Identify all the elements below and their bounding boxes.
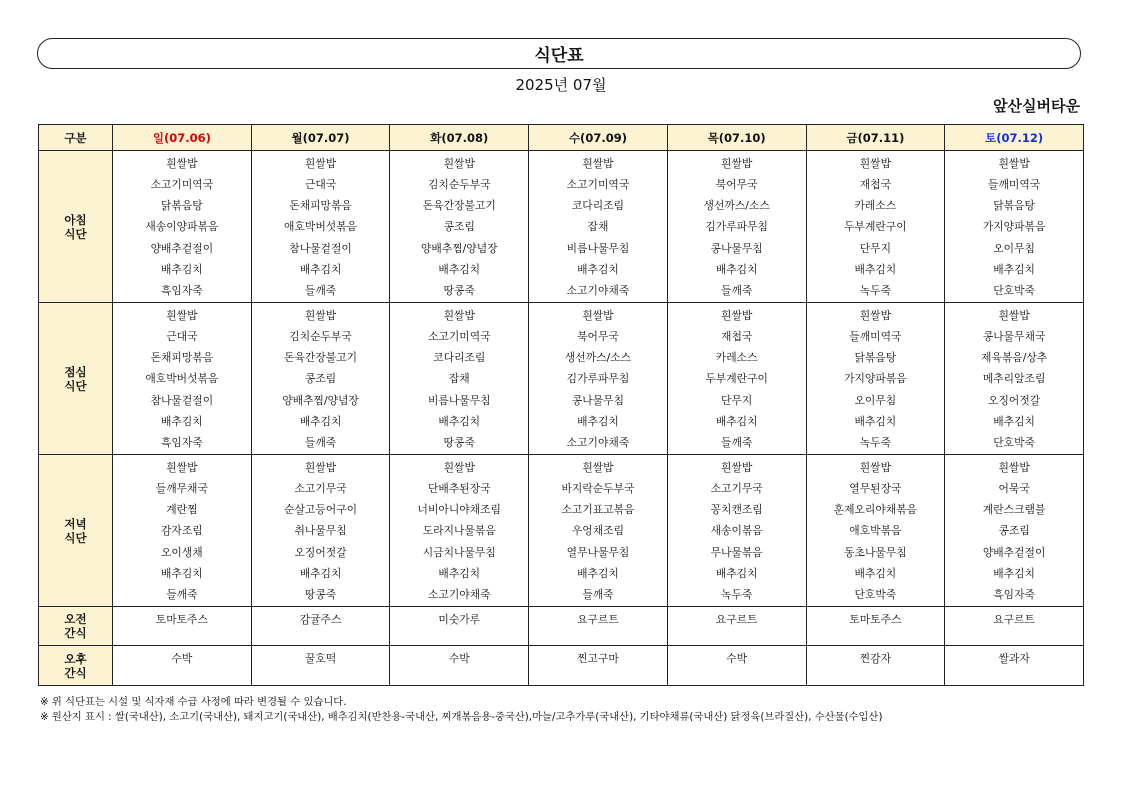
menu-item: 흰쌀밥 xyxy=(166,156,198,170)
menu-item: 흰쌀밥 xyxy=(721,460,753,474)
menu-item: 우엉채조림 xyxy=(571,524,625,538)
note-change: ※ 위 식단표는 시설 및 식자재 수급 사정에 따라 변경될 수 있습니다. xyxy=(40,696,347,708)
menu-item: 닭볶음탕 xyxy=(160,199,203,213)
menu-item: 김가루파무침 xyxy=(566,372,630,386)
menu-item: 재첩국 xyxy=(859,177,892,191)
row-label-lunch: 점심 식단 xyxy=(39,303,113,455)
menu-cell-lunch-tuesday xyxy=(390,303,529,455)
menu-cell-lunch-sunday xyxy=(113,303,252,455)
menu-cell-dinner-saturday xyxy=(945,455,1084,607)
menu-item: 배추김치 xyxy=(854,263,897,277)
menu-item: 코다리조림 xyxy=(433,351,486,365)
menu-item: 배추김치 xyxy=(993,567,1035,581)
menu-item: 흰쌀밥 xyxy=(166,460,198,474)
weekly-menu-table xyxy=(38,124,1084,686)
facility-name: 앞산실버타운 xyxy=(993,97,1080,115)
menu-item: 소고기야채죽 xyxy=(427,588,491,602)
snack-cell-am-snack-tuesday: 미숫가루 xyxy=(390,607,529,646)
menu-item: 흰쌀밥 xyxy=(998,308,1030,322)
menu-item: 재첩국 xyxy=(721,329,753,343)
menu-item: 단배추된장국 xyxy=(427,481,491,495)
menu-item: 소고기무국 xyxy=(294,481,347,495)
menu-item: 오징어젓갈 xyxy=(988,393,1041,407)
menu-item: 오징어젓갈 xyxy=(294,545,347,559)
snack-cell-am-snack-wednesday: 요구르트 xyxy=(529,607,668,646)
menu-item: 비름나물무침 xyxy=(566,241,630,255)
menu-item: 흰쌀밥 xyxy=(443,308,475,322)
header-day-tuesday: 화(07.08) xyxy=(390,125,529,151)
menu-item: 양배추겉절이 xyxy=(150,241,214,255)
snack-cell-pm-snack-thursday: 수박 xyxy=(667,646,806,686)
menu-item: 생선까스/소스 xyxy=(703,199,770,213)
menu-item: 배추김치 xyxy=(993,263,1035,277)
snack-cell-pm-snack-saturday: 쌀과자 xyxy=(945,646,1084,686)
row-label-am-snack: 오전 간식 xyxy=(39,607,113,646)
snack-cell-am-snack-thursday: 요구르트 xyxy=(667,607,806,646)
menu-item: 녹두죽 xyxy=(721,588,753,602)
menu-item: 제육볶음/상추 xyxy=(981,351,1048,365)
menu-item: 흰쌀밥 xyxy=(304,308,337,322)
menu-item: 도라지나물볶음 xyxy=(422,524,496,538)
menu-cell-dinner-wednesday xyxy=(529,455,668,607)
menu-cell-dinner-sunday xyxy=(113,455,252,607)
header-day-thursday: 목(07.10) xyxy=(667,125,806,151)
menu-item: 배추김치 xyxy=(993,415,1035,429)
menu-cell-breakfast-tuesday xyxy=(390,151,529,303)
menu-item: 녹두죽 xyxy=(859,284,892,298)
menu-cell-dinner-tuesday xyxy=(390,455,529,607)
menu-item: 계란찜 xyxy=(166,503,198,517)
menu-item: 참나물겉절이 xyxy=(150,393,214,407)
menu-item: 김가루파무침 xyxy=(705,220,768,234)
menu-item: 배추김치 xyxy=(854,567,897,581)
snack-cell-pm-snack-friday: 찐감자 xyxy=(806,646,945,686)
menu-item: 두부계란구이 xyxy=(844,220,907,234)
menu-item: 배추김치 xyxy=(438,567,481,581)
menu-item: 콩나물무채국 xyxy=(982,329,1046,343)
menu-item: 흰쌀밥 xyxy=(582,156,614,170)
snack-cell-am-snack-friday: 토마토주스 xyxy=(806,607,945,646)
menu-item: 흰쌀밥 xyxy=(443,460,475,474)
menu-cell-breakfast-friday xyxy=(806,151,945,303)
menu-item: 양배추찜/양념장 xyxy=(420,241,498,255)
menu-item: 오이무침 xyxy=(854,393,897,407)
menu-item: 양배추찜/양념장 xyxy=(282,393,359,407)
menu-item: 비름나물무침 xyxy=(427,393,491,407)
menu-item: 콩나물무침 xyxy=(710,241,763,255)
menu-item: 훈제오리야채볶음 xyxy=(833,503,918,517)
menu-item: 들깨미역국 xyxy=(988,177,1041,191)
menu-item: 녹두죽 xyxy=(859,436,892,450)
menu-item: 들깨미역국 xyxy=(849,329,902,343)
menu-item: 열무나물무침 xyxy=(566,545,630,559)
menu-item: 들깨죽 xyxy=(721,436,753,450)
menu-item: 시금치나물무침 xyxy=(422,545,496,559)
meal-row-lunch xyxy=(39,303,1084,455)
notes xyxy=(40,695,882,725)
menu-item: 배추김치 xyxy=(438,415,481,429)
menu-cell-breakfast-wednesday xyxy=(529,151,668,303)
header-day-monday: 월(07.07) xyxy=(251,125,390,151)
menu-item: 배추김치 xyxy=(577,415,619,429)
menu-item: 흰쌀밥 xyxy=(166,308,198,322)
menu-item: 배추김치 xyxy=(438,263,481,277)
menu-item: 소고기미역국 xyxy=(566,177,630,191)
menu-item: 배추김치 xyxy=(715,567,758,581)
header-category: 구분 xyxy=(39,125,113,151)
menu-item: 가지양파볶음 xyxy=(844,372,907,386)
menu-item: 돈육간장불고기 xyxy=(284,351,358,365)
table-header-row xyxy=(39,125,1084,151)
menu-item: 오이생채 xyxy=(160,545,203,559)
menu-item: 들깨무채국 xyxy=(155,481,208,495)
menu-item: 새송이양파볶음 xyxy=(145,220,219,234)
menu-item: 흰쌀밥 xyxy=(443,156,475,170)
menu-item: 동초나물무침 xyxy=(844,545,907,559)
menu-item: 소고기야채죽 xyxy=(566,284,630,298)
menu-item: 북어무국 xyxy=(577,329,619,343)
menu-item: 배추김치 xyxy=(854,415,897,429)
menu-item: 김치순두부국 xyxy=(289,329,352,343)
menu-item: 카레소스 xyxy=(854,199,897,213)
menu-item: 흰쌀밥 xyxy=(721,308,753,322)
menu-item: 배추김치 xyxy=(299,567,342,581)
menu-item: 애호박볶음 xyxy=(849,524,902,538)
snack-row-am-snack xyxy=(39,607,1084,646)
menu-item: 어묵국 xyxy=(998,481,1030,495)
menu-cell-dinner-friday xyxy=(806,455,945,607)
menu-item: 잡채 xyxy=(587,220,609,234)
menu-item: 흰쌀밥 xyxy=(859,308,892,322)
menu-item: 배추김치 xyxy=(299,415,342,429)
menu-item: 흰쌀밥 xyxy=(582,308,614,322)
menu-item: 배추김치 xyxy=(160,263,203,277)
menu-item: 들깨죽 xyxy=(582,588,614,602)
menu-item: 땅콩죽 xyxy=(443,436,475,450)
menu-item: 흰쌀밥 xyxy=(304,460,337,474)
menu-item: 돈채피망볶음 xyxy=(289,199,352,213)
menu-cell-dinner-thursday xyxy=(667,455,806,607)
menu-item: 닭볶음탕 xyxy=(993,199,1035,213)
menu-cell-breakfast-sunday xyxy=(113,151,252,303)
menu-item: 소고기미역국 xyxy=(427,329,491,343)
menu-item: 감자조림 xyxy=(160,524,203,538)
menu-item: 양배추겉절이 xyxy=(982,545,1046,559)
snack-cell-pm-snack-tuesday: 수박 xyxy=(390,646,529,686)
menu-item: 순살고등어구이 xyxy=(284,503,358,517)
menu-item: 흰쌀밥 xyxy=(998,156,1030,170)
header-day-sunday: 일(07.06) xyxy=(113,125,252,151)
menu-cell-lunch-wednesday xyxy=(529,303,668,455)
menu-cell-lunch-monday xyxy=(251,303,390,455)
menu-item: 생선까스/소스 xyxy=(564,351,632,365)
menu-item: 새송이볶음 xyxy=(710,524,763,538)
row-label-pm-snack: 오후 간식 xyxy=(39,646,113,686)
menu-item: 닭볶음탕 xyxy=(854,351,897,365)
menu-item: 메추리알조림 xyxy=(982,372,1046,386)
menu-item: 코다리조림 xyxy=(571,199,625,213)
menu-item: 두부계란구이 xyxy=(705,372,768,386)
menu-item: 흰쌀밥 xyxy=(721,156,753,170)
snack-cell-am-snack-saturday: 요구르트 xyxy=(945,607,1084,646)
header-day-wednesday: 수(07.09) xyxy=(529,125,668,151)
menu-item: 콩나물무침 xyxy=(571,393,625,407)
page-title: 식단표 xyxy=(534,46,584,66)
menu-item: 콩조림 xyxy=(998,524,1030,538)
menu-item: 꽁치캔조림 xyxy=(710,503,763,517)
menu-item: 너비아니야채조림 xyxy=(417,503,501,517)
menu-item: 무나물볶음 xyxy=(710,545,763,559)
menu-item: 배추김치 xyxy=(577,567,619,581)
menu-period: 2025년 07월 xyxy=(515,76,607,94)
menu-item: 콩조림 xyxy=(304,372,337,386)
row-label-breakfast: 아침 식단 xyxy=(39,151,113,303)
menu-cell-lunch-thursday xyxy=(667,303,806,455)
menu-item: 열무된장국 xyxy=(849,481,902,495)
menu-item: 들깨죽 xyxy=(166,588,198,602)
menu-item: 소고기야채죽 xyxy=(566,436,630,450)
menu-item: 소고기미역국 xyxy=(150,177,214,191)
menu-item: 잡채 xyxy=(448,372,470,386)
menu-item: 흰쌀밥 xyxy=(859,460,892,474)
menu-item: 소고기표고볶음 xyxy=(561,503,635,517)
meal-row-dinner xyxy=(39,455,1084,607)
menu-cell-breakfast-monday xyxy=(251,151,390,303)
menu-item: 단무지 xyxy=(721,393,753,407)
header-day-saturday: 토(07.12) xyxy=(945,125,1084,151)
menu-item: 흰쌀밥 xyxy=(859,156,892,170)
menu-item: 흑임자죽 xyxy=(160,284,203,298)
menu-item: 근대국 xyxy=(166,329,198,343)
menu-item: 바지락순두부국 xyxy=(561,481,635,495)
menu-item: 참나물겉절이 xyxy=(289,241,352,255)
snack-row-pm-snack xyxy=(39,646,1084,686)
snack-cell-pm-snack-sunday: 수박 xyxy=(113,646,252,686)
menu-item: 들깨죽 xyxy=(304,436,337,450)
menu-item: 흑임자죽 xyxy=(160,436,203,450)
menu-cell-lunch-saturday xyxy=(945,303,1084,455)
menu-item: 땅콩죽 xyxy=(304,588,337,602)
menu-item: 들깨죽 xyxy=(304,284,337,298)
menu-item: 흑임자죽 xyxy=(993,588,1035,602)
menu-item: 단호박죽 xyxy=(993,436,1035,450)
note-origin: ※ 원산지 표시 : 쌀(국내산), 소고기(국내산), 돼지고기(국내산), 배추김치(반찬용-국내산, 찌개볶음용-중국산),마늘/고추가루(국내산), 기타야채류(국내산) 닭정육(브라질산), 수산물(수입산) xyxy=(40,711,883,723)
menu-item: 배추김치 xyxy=(160,415,203,429)
snack-cell-am-snack-monday: 감귤주스 xyxy=(251,607,390,646)
menu-item: 오이무침 xyxy=(993,241,1035,255)
menu-item: 계란스크램블 xyxy=(982,503,1046,517)
menu-item: 단호박죽 xyxy=(993,284,1035,298)
menu-item: 들깨죽 xyxy=(721,284,753,298)
menu-item: 돈채피망볶음 xyxy=(150,351,214,365)
menu-item: 배추김치 xyxy=(577,263,619,277)
menu-item: 단호박죽 xyxy=(854,588,897,602)
menu-item: 흰쌀밥 xyxy=(304,156,337,170)
menu-item: 김치순두부국 xyxy=(427,177,491,191)
menu-item: 배추김치 xyxy=(160,567,203,581)
menu-item: 흰쌀밥 xyxy=(998,460,1030,474)
menu-item: 애호박버섯볶음 xyxy=(284,220,358,234)
menu-item: 배추김치 xyxy=(715,263,758,277)
menu-item: 흰쌀밥 xyxy=(582,460,614,474)
menu-item: 땅콩죽 xyxy=(443,284,475,298)
menu-item: 배추김치 xyxy=(715,415,758,429)
menu-item: 애호박버섯볶음 xyxy=(145,372,219,386)
menu-item: 취나물무침 xyxy=(294,524,347,538)
menu-item: 카레소스 xyxy=(715,351,758,365)
menu-item: 배추김치 xyxy=(299,263,342,277)
menu-cell-lunch-friday xyxy=(806,303,945,455)
row-label-dinner: 저녁 식단 xyxy=(39,455,113,607)
menu-item: 근대국 xyxy=(304,177,337,191)
menu-item: 소고기무국 xyxy=(710,481,763,495)
menu-item: 가지양파볶음 xyxy=(982,220,1046,234)
snack-cell-am-snack-sunday: 토마토주스 xyxy=(113,607,252,646)
title-box xyxy=(37,38,1081,69)
snack-cell-pm-snack-monday: 꿀호떡 xyxy=(251,646,390,686)
menu-item: 단무지 xyxy=(859,241,892,255)
menu-item: 북어무국 xyxy=(715,177,758,191)
menu-cell-breakfast-saturday xyxy=(945,151,1084,303)
menu-item: 돈육간장불고기 xyxy=(422,199,496,213)
meal-row-breakfast xyxy=(39,151,1084,303)
menu-cell-dinner-monday xyxy=(251,455,390,607)
menu-item: 콩조림 xyxy=(443,220,475,234)
snack-cell-pm-snack-wednesday: 찐고구마 xyxy=(529,646,668,686)
menu-cell-breakfast-thursday xyxy=(667,151,806,303)
header-day-friday: 금(07.11) xyxy=(806,125,945,151)
